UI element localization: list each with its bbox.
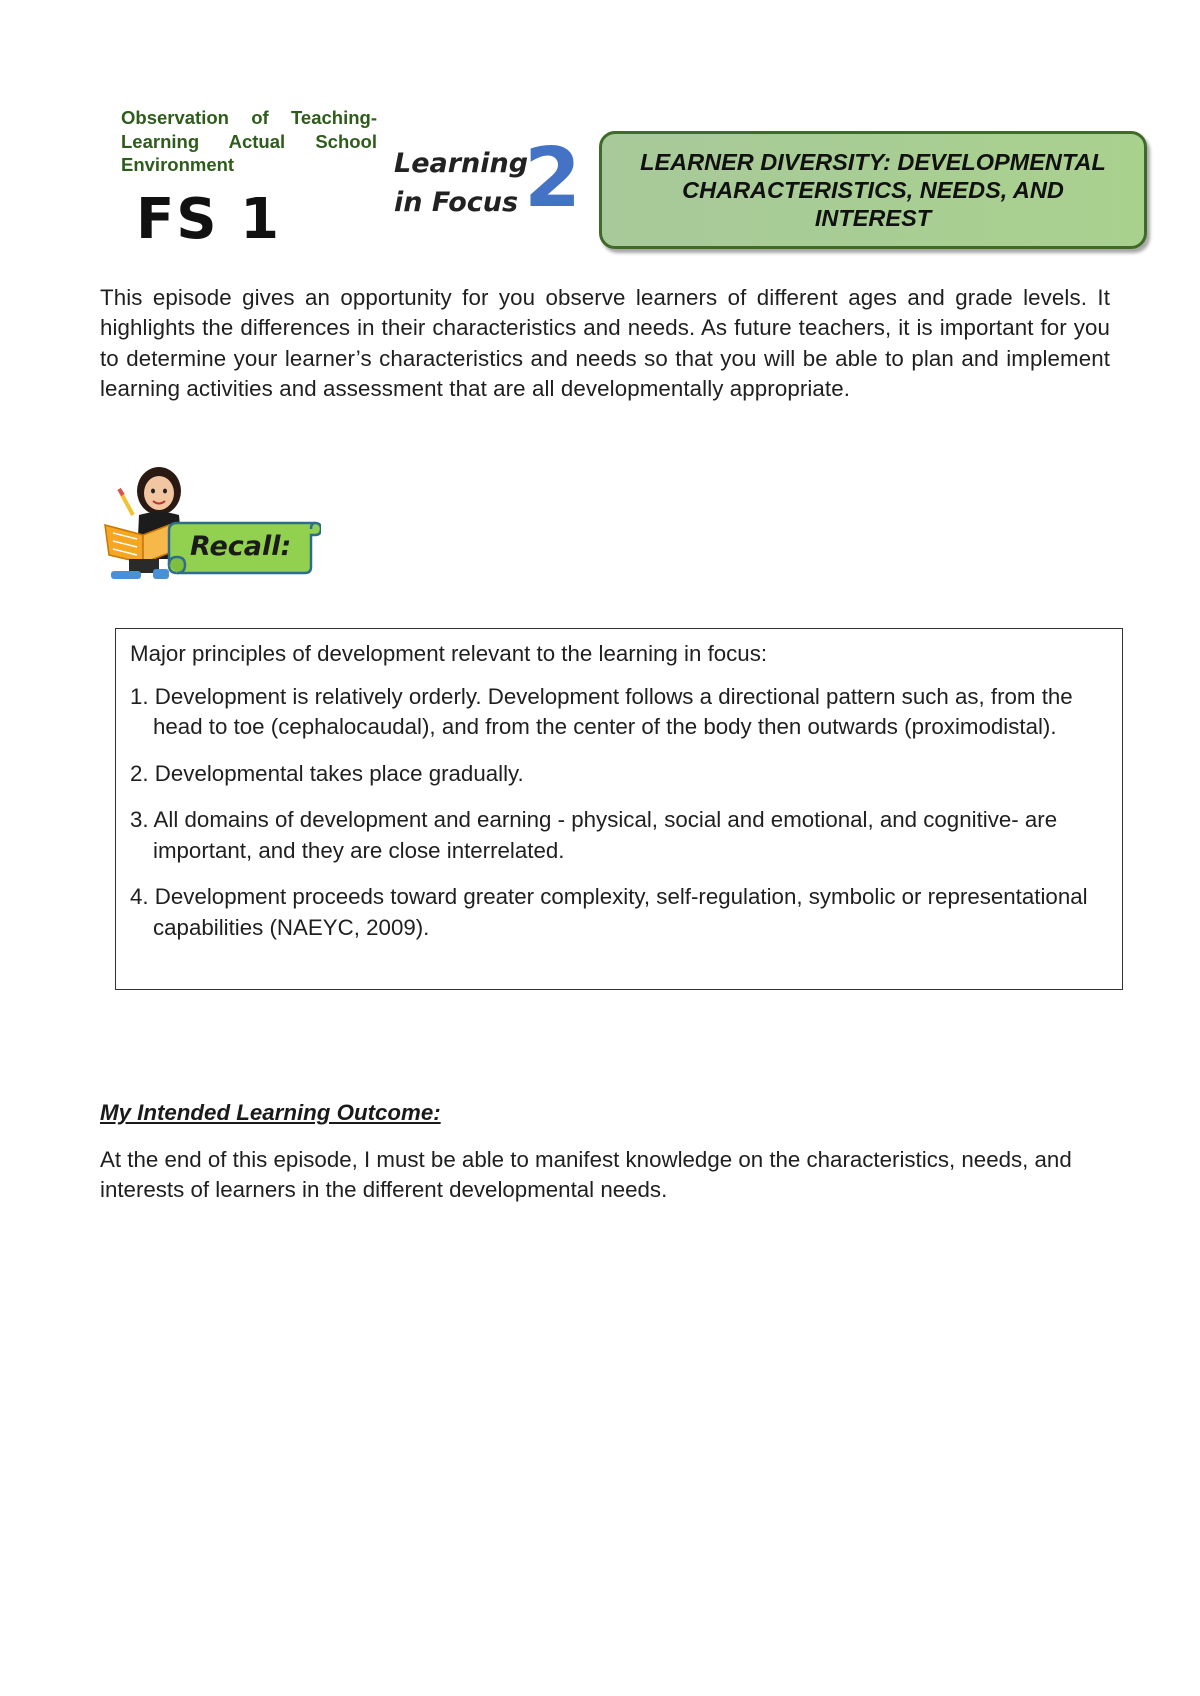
recall-label: Recall: xyxy=(190,531,292,562)
principles-intro: Major principles of development relevant to the learning in focus: xyxy=(130,641,768,666)
recall-graphic xyxy=(103,463,323,583)
course-code: FS 1 xyxy=(136,187,282,252)
intended-outcome-heading: My Intended Learning Outcome: xyxy=(100,1100,441,1125)
principles-list xyxy=(130,682,1108,944)
course-subtitle xyxy=(121,106,377,177)
course-subtitle-line-1: Observation of Teaching- xyxy=(121,107,377,128)
principle-item-3: 3. All domains of development and earning - physical, social and emotional, and cognitive- are important, and they are close interrelated. xyxy=(130,807,1058,863)
learning-in-focus-line-1: Learning xyxy=(394,148,529,179)
learning-in-focus-label xyxy=(394,144,528,222)
intro-paragraph: This episode gives an opportunity for you observe learners of different ages and grade levels. It highlights the differences in their characteristics and needs. As future teachers, it is important for you to determine your learner’s characteristics and needs so that you will be able to plan and implement learning activities and assessment that are all developmentally appropriate. xyxy=(100,285,1110,402)
principle-item-1: 1. Development is relatively orderly. Development follows a directional pattern such as, from the head to toe (cephalocaudal), and from the center of the body then outwards (proximodistal). xyxy=(130,683,1073,739)
learning-in-focus-line-2: in Focus xyxy=(394,187,519,218)
intended-outcome-text: At the end of this episode, I must be able to manifest knowledge on the characteristics, needs, and interests of learners in the different developmental needs. xyxy=(100,1147,1072,1203)
topic-title: LEARNER DIVERSITY: DEVELOPMENTAL CHARACTERISTICS, NEEDS, AND INTEREST xyxy=(640,149,1106,231)
course-subtitle-line-2: Learning Actual School xyxy=(121,130,377,152)
course-subtitle-line-3: Environment xyxy=(121,154,235,175)
topic-title-box xyxy=(599,131,1147,249)
learning-in-focus-number: 2 xyxy=(524,131,582,226)
principle-item-2: 2. Developmental takes place gradually. xyxy=(130,760,524,786)
principle-item-4: 4. Development proceeds toward greater complexity, self-regulation, symbolic or representational capabilities (NAEYC, 2009). xyxy=(130,884,1088,940)
principles-box xyxy=(115,628,1123,990)
